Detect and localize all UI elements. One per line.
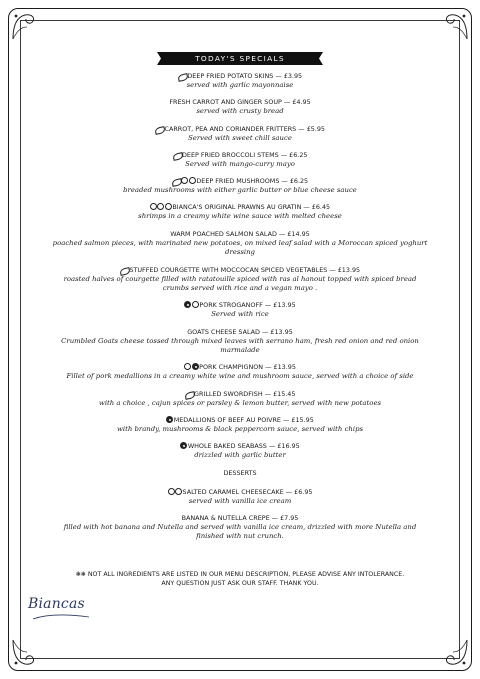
menu-item-name-line (52, 442, 428, 451)
logo-swash-icon (32, 613, 90, 621)
gluten-free-dot-icon (192, 363, 199, 370)
corner-ornament-icon (439, 11, 469, 41)
vegetarian-leaf-icon (173, 153, 182, 158)
menu-item-description: roasted halves of courgette filled with ratatouille spiced with ras al hanout topped with spiced bread crumbs served with rice and a vegan mayo . (63, 274, 417, 293)
allergy-note-line-2: ANY QUESTION JUST ASK OUR STAFF. THANK YOU. (161, 579, 319, 587)
menu-item-name: DEEP FRIED POTATO SKINS — £3.95 (187, 72, 303, 80)
menu-item-name-line (52, 301, 428, 310)
menu-item-name: BANANA & NUTELLA CREPE — £7.95 (181, 513, 299, 522)
menu-item-name-line (52, 203, 428, 212)
menu-item-name-line (52, 488, 428, 497)
allergen-ring-icon (150, 203, 157, 210)
menu-item-name-line (52, 328, 428, 337)
allergen-ring-icon (157, 203, 164, 210)
menu-item (52, 328, 428, 356)
menu-item (52, 363, 428, 382)
menu-item-description: served with garlic mayonnaise (186, 81, 294, 89)
menu-item-name: DEEP FRIED MUSHROOMS — £6.25 (196, 177, 309, 186)
menu-item (52, 416, 428, 435)
menu-item (52, 203, 428, 222)
menu-item-description: Fillet of pork medallions in a creamy white wine and mushroom sauce, served with a choice of side (66, 372, 414, 381)
menu-item-name: FRESH CARROT AND GINGER SOUP — £4.95 (169, 98, 311, 107)
gluten-free-dot-icon (180, 442, 187, 449)
specials-list (52, 72, 428, 550)
vegetarian-leaf-icon (178, 74, 187, 79)
menu-item-name: CARROT, PEA AND CORIANDER FRITTERS — £5.95 (164, 124, 325, 133)
menu-item-name-line (52, 363, 428, 372)
menu-item-description: breaded mushrooms with either garlic butter or blue cheese sauce (123, 186, 357, 195)
vegetarian-leaf-icon (185, 392, 194, 397)
menu-item-name-line (52, 390, 428, 399)
vegetarian-leaf-icon (155, 127, 164, 132)
corner-ornament-icon (439, 638, 469, 668)
menu-item-name: PORK STROGANOFF — £13.95 (199, 301, 296, 310)
vegetarian-leaf-icon (120, 268, 129, 273)
vegetarian-leaf-icon (172, 179, 181, 184)
menu-item (52, 301, 428, 320)
banner-title: TODAY'S SPECIALS (195, 54, 285, 63)
allergen-ring-icon (192, 301, 199, 308)
menu-item (52, 442, 428, 461)
logo-wordmark: Biancas (28, 596, 85, 612)
allergy-note-text: NOT ALL INGREDIENTS ARE LISTED IN OUR MENU DESCRIPTION, PLEASE ADVISE ANY INTOLERANCE. (87, 571, 405, 578)
menu-item-name-line (52, 230, 428, 239)
menu-item (52, 230, 428, 258)
gluten-free-dot-icon (166, 416, 173, 423)
menu-item-name: PORK CHAMPIGNON — £13.95 (199, 363, 296, 372)
menu-item-description: Served with sweet chill sauce (188, 133, 292, 142)
allergen-ring-icon (175, 488, 182, 495)
menu-item-name: BIANCA'S ORIGINAL PRAWNS AU GRATIN — £6.45 (172, 203, 331, 212)
menu-item-description: with brandy, mushrooms & black peppercorn sauce, served with chips (116, 425, 364, 434)
menu-item-name-line (52, 98, 428, 107)
gluten-free-dot-icon (184, 301, 191, 308)
menu-item-description: shrimps in a creamy white wine sauce with melted cheese (138, 212, 342, 221)
menu-item-description: served with vanilla ice cream (188, 496, 292, 505)
allergy-note-line-1 (32, 571, 448, 580)
menu-item (52, 125, 428, 144)
menu-item (52, 390, 428, 409)
menu-item (52, 98, 428, 117)
desserts-heading: DESSERTS (223, 468, 257, 477)
menu-item-description: poached salmon pieces, with marinated new potatoes, on mixed leaf salad with a Moroccan spiced yoghurt dressing (52, 238, 428, 257)
specials-banner (160, 52, 320, 65)
restaurant-logo (28, 596, 94, 622)
allergen-key-icon: ❃❃ (75, 571, 86, 578)
menu-item (52, 72, 428, 91)
menu-item (52, 151, 428, 170)
corner-ornament-icon (11, 11, 41, 41)
menu-item-description: with a choice , cajun spices or parsley & lemon butter, served with new potatoes (98, 398, 382, 407)
menu-item-description: Crumbled Goats cheese tossed through mixed leaves with serrano ham, fresh red onion and red onion marmalade (61, 336, 419, 355)
menu-item-name-line (52, 416, 428, 425)
allergen-ring-icon (165, 203, 172, 210)
menu-item-name: STUFFED COURGETTE WITH MOCCOCAN SPICED VEGETABLES — £13.95 (129, 265, 361, 274)
menu-item (52, 266, 428, 294)
menu-item-name: WARM POACHED SALMON SALAD — £14.95 (170, 229, 310, 238)
menu-item-name-line (52, 177, 428, 186)
allergen-ring-icon (168, 488, 175, 495)
allergy-note (32, 571, 448, 588)
corner-ornament-icon (11, 638, 41, 668)
menu-item (52, 514, 428, 542)
menu-item-name-line (52, 151, 428, 160)
menu-item-name-line (52, 266, 428, 275)
allergen-ring-icon (184, 363, 191, 370)
menu-item-description: Served with mango-curry mayo (185, 159, 295, 168)
menu-item-name-line (52, 72, 428, 81)
menu-item (52, 488, 428, 507)
menu-item (52, 177, 428, 196)
menu-item-name-line (52, 514, 428, 523)
menu-item-description: drizzled with garlic butter (194, 451, 286, 460)
allergen-ring-icon (189, 177, 196, 184)
menu-item-description: filled with hot banana and Nutella and served with vanilla ice cream, drizzled with more Nutella and finished with nut crunch. (63, 522, 417, 541)
allergen-ring-icon (181, 177, 188, 184)
menu-item-name: GOATS CHEESE SALAD — £13.95 (187, 327, 293, 336)
menu-item-name-line (52, 125, 428, 134)
menu-item-description: served with crusty bread (196, 107, 284, 116)
menu-item-name: SALTED CARAMEL CHEESECAKE — £6.95 (182, 487, 313, 496)
menu-item-name: MEDALLIONS OF BEEF AU POIVRE — £15.95 (173, 416, 314, 425)
menu-item-name: DEEP FRIED BROCCOLI STEMS — £6.25 (182, 150, 308, 159)
menu-item-name: WHOLE BAKED SEABASS — £16.95 (187, 442, 300, 451)
menu-item-name: GRILLED SWORDFISH — £15.45 (194, 389, 296, 398)
menu-item-description: Served with rice (211, 310, 269, 319)
